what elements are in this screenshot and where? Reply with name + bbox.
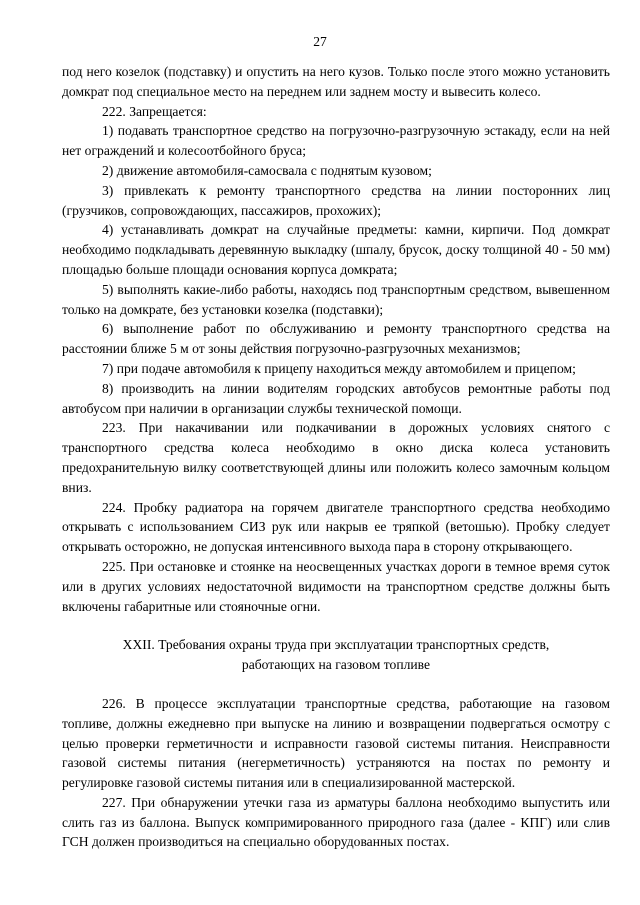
paragraph: 1) подавать транспортное средство на погрузочно-разгрузочную эстакаду, если на ней нет ограждений и колесоотбойного бруса; <box>62 123 610 159</box>
section-title: XXII. Требования охраны труда при эксплуатации транспортных средств, работающих на газовом топливе <box>122 637 550 673</box>
paragraph: 223. При накачивании или подкачивании в дорожных условиях снятого с транспортного средства колеса необходимо в окно диска колеса установить предохранительную вилку соответствующей длины или положить колесо замочным кольцом вниз. <box>62 420 610 495</box>
paragraph: 8) производить на линии водителям городских автобусов ремонтные работы под автобусом при наличии в организации службы технической помощи. <box>62 380 610 416</box>
paragraph: 224. Пробку радиатора на горячем двигателе транспортного средства необходимо открывать с использованием СИЗ рук или накрыв ее тряпкой (ветошью). Пробку следует открывать осторожно, не допуская интенсивного выхода пара в сторону открывающего. <box>62 499 610 555</box>
paragraph: 2) движение автомобиля-самосвала с поднятым кузовом; <box>102 162 432 178</box>
page-number: 27 <box>313 34 327 49</box>
paragraph: 6) выполнение работ по обслуживанию и ремонту транспортного средства на расстоянии ближе 5 м от зоны действия погрузочно-разгрузочных механизмов; <box>62 321 610 357</box>
paragraph: под него козелок (подставку) и опустить на него кузов. Только после этого можно установить домкрат под специальное место на переднем или заднем мосту и вывесить колесо. <box>62 64 610 99</box>
paragraph: 5) выполнять какие-либо работы, находясь под транспортным средством, вывешенном только на домкрате, без установки козелка (подставки); <box>62 281 610 317</box>
paragraph: 227. При обнаружении утечки газа из арматуры баллона необходимо выпустить или слить газ из баллона. Выпуск компримированного природного газа (далее - КПГ) или слив ГСН должен производиться на специально оборудованных постах. <box>62 794 610 850</box>
paragraph: 3) привлекать к ремонту транспортного средства на линии посторонних лиц (грузчиков, сопровождающих, пассажиров, прохожих); <box>62 182 610 218</box>
document-body <box>62 62 610 852</box>
paragraph: 7) при подаче автомобиля к прицепу находиться между автомобилем и прицепом; <box>102 360 576 376</box>
paragraph: 4) устанавливать домкрат на случайные предметы: камни, кирпичи. Под домкрат необходимо подкладывать деревянную выкладку (шпалу, брусок, доску толщиной 40 - 50 мм) площадью больше площади основания корпуса домкрата; <box>62 222 610 277</box>
paragraph: 225. При остановке и стоянке на неосвещенных участках дороги в темное время суток или в других условиях недостаточной видимости на транспортном средстве должны быть включены габаритные или стояночные огни. <box>62 558 610 614</box>
paragraph: 222. Запрещается: <box>102 103 207 119</box>
paragraph: 226. В процессе эксплуатации транспортные средства, работающие на газовом топливе, должны ежедневно при выпуске на линию и возвращении подвергаться осмотру с целью проверки герметичности и исправности газовой системы питания. Неисправности газовой системы питания (негерметичность) устраняются на постах по ремонту и регулировке газовой системы питания или в специализированной мастерской. <box>62 695 610 791</box>
